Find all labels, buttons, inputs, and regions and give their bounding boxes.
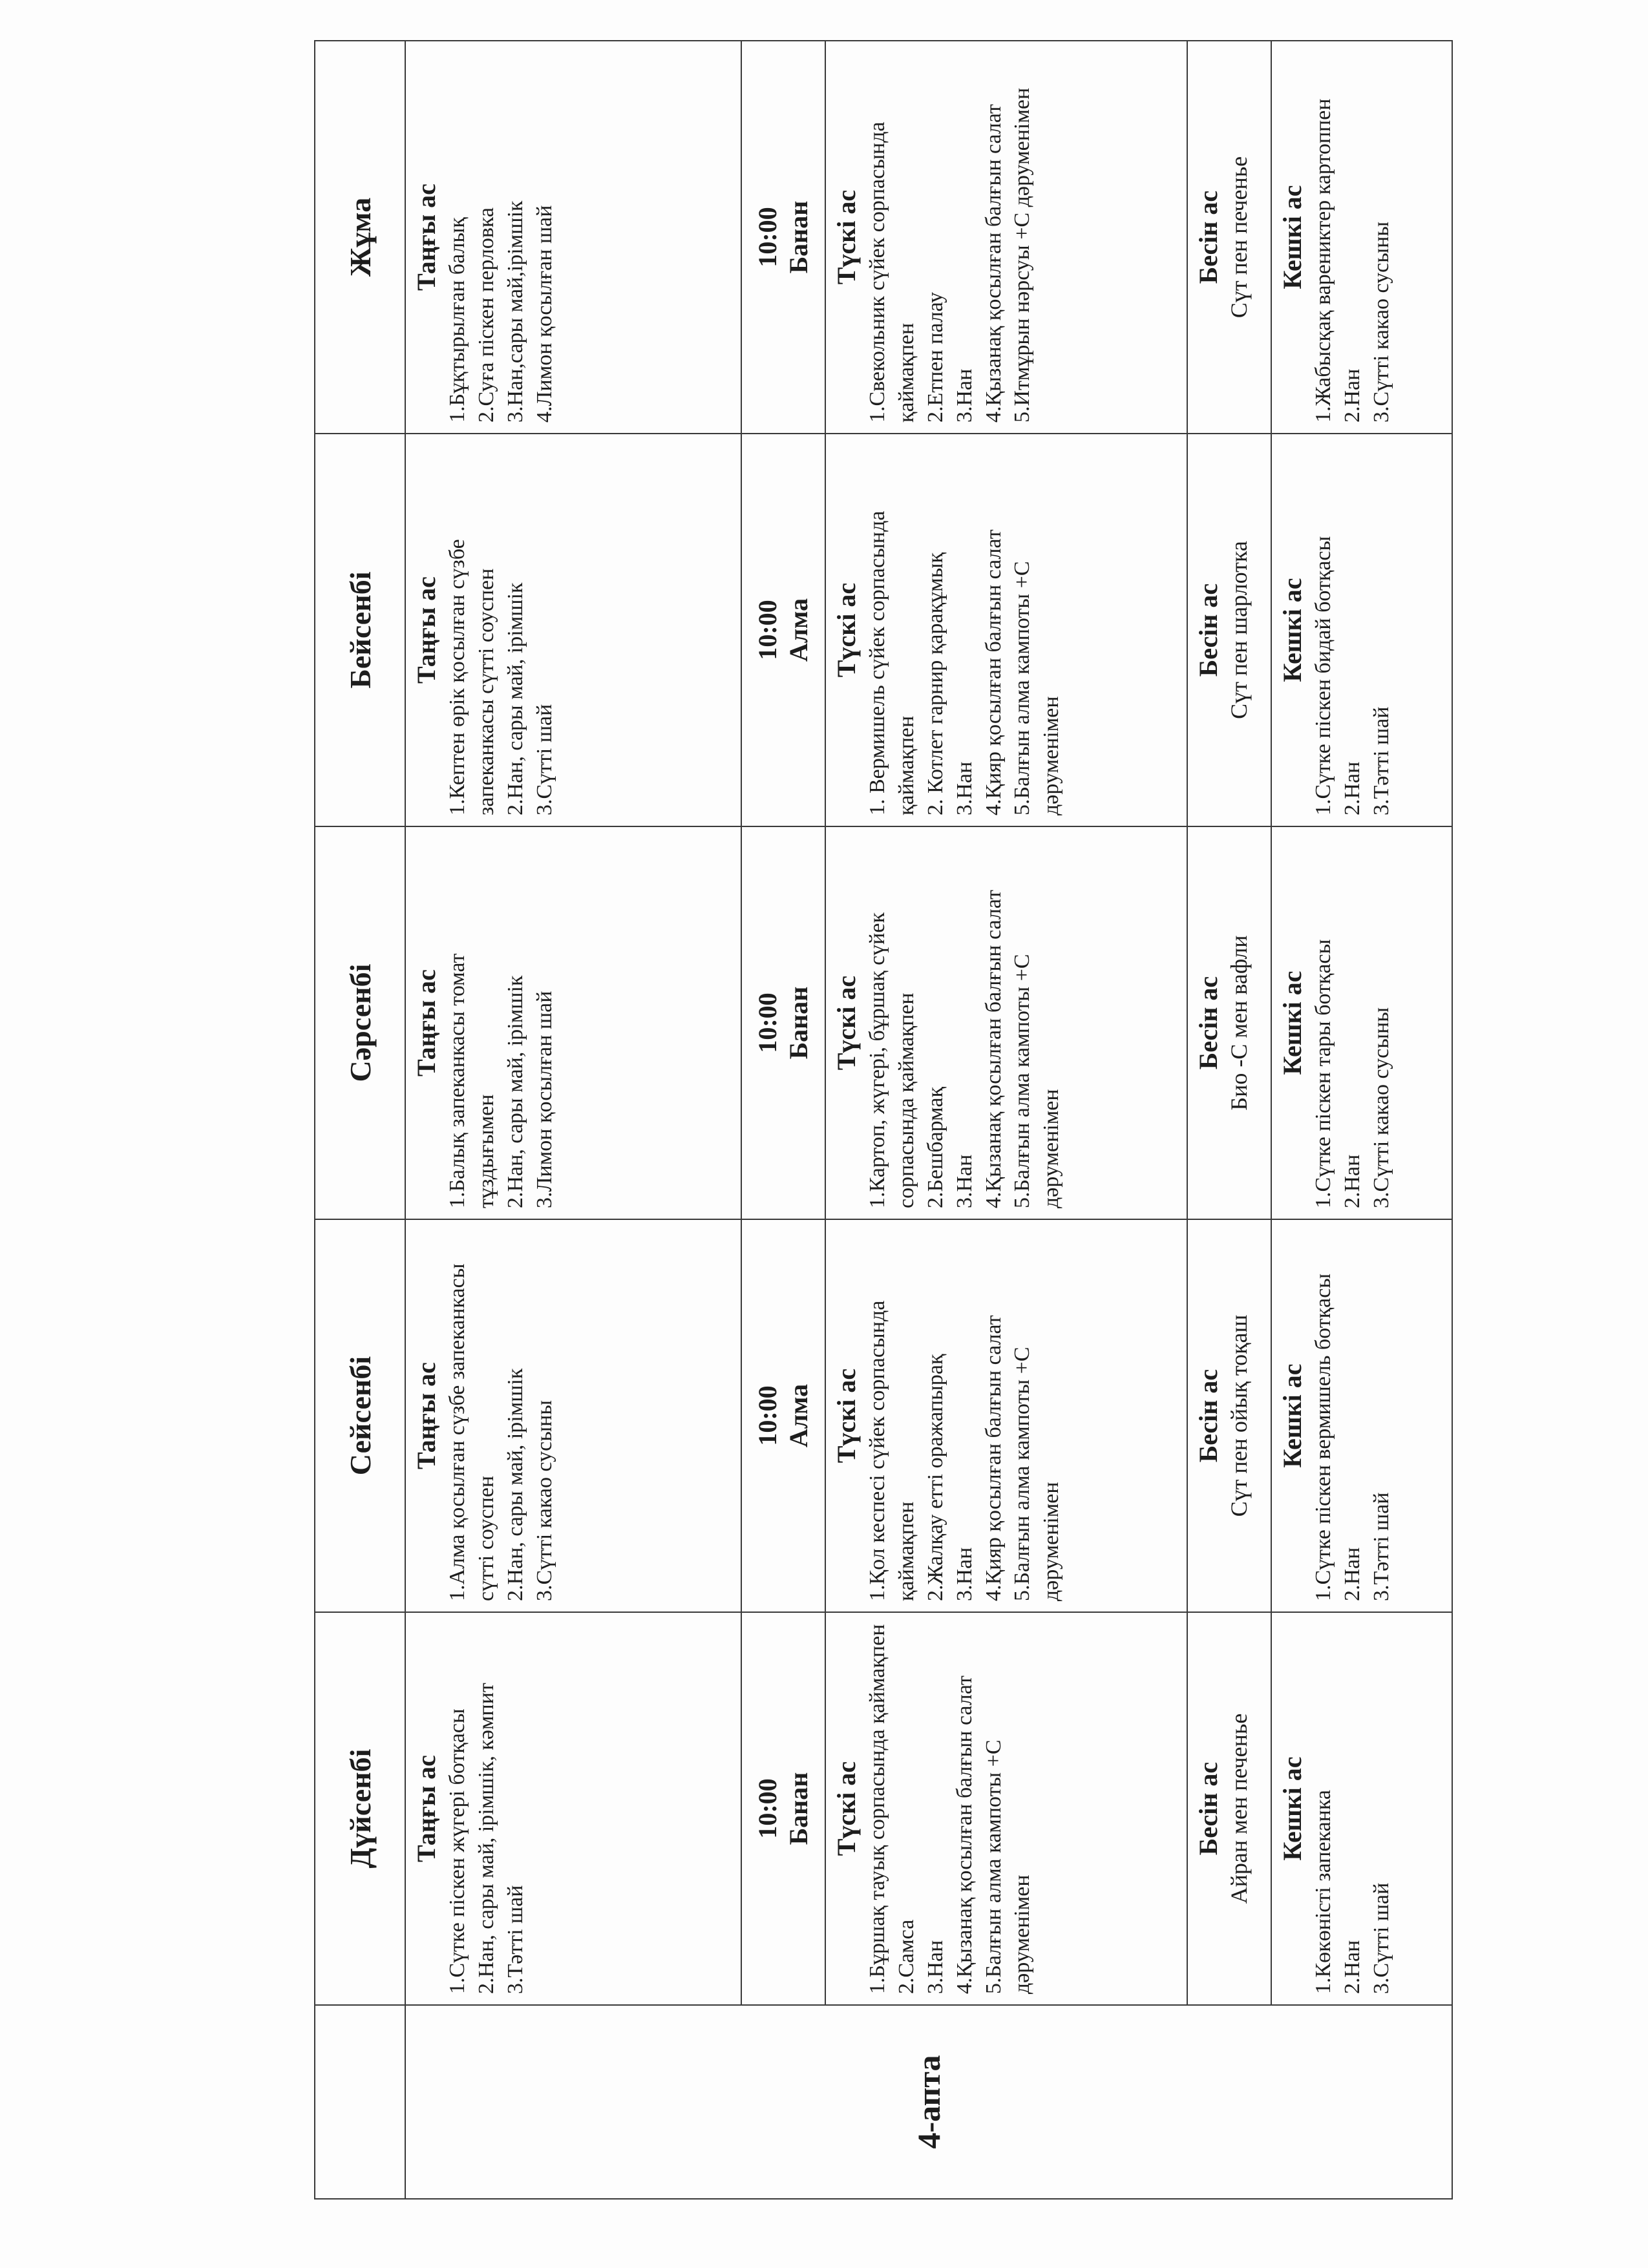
dinner-cell: [1271, 41, 1452, 434]
menu-item: 1.Қол кеспесі сүйек сорпасында қаймақпен: [865, 1300, 918, 1601]
dinner-title: Кешкі ас: [1278, 971, 1307, 1075]
week-header-cell: [315, 2005, 405, 2199]
menu-item: 1.Бұршақ тауық сорпасында қаймақпен: [865, 1624, 889, 1994]
menu-item: 2. Котлет гарнир қарақұмық: [923, 552, 947, 815]
menu-item: 3.Тәтті шай: [503, 1885, 527, 1994]
lunch-cell: [825, 434, 1187, 826]
dinner-row: [1271, 41, 1452, 2199]
menu-item: 3.Сүтті какао сусыны: [1369, 1007, 1393, 1208]
afternoon-cell: [1187, 41, 1271, 434]
afternoon-row: [1187, 41, 1271, 2199]
breakfast-cell: [405, 434, 741, 826]
menu-item: 4.Қияр қосылған балғын салат: [981, 1315, 1006, 1601]
menu-item: 2.Нан: [1340, 1547, 1364, 1601]
menu-item: 1.Картоп, жүгері, бұршақ сүйек сорпасында қаймақпен: [865, 912, 918, 1208]
menu-item: 2.Нан, сары май, ірімшік, кәмпит: [474, 1683, 498, 1994]
menu-item: 1.Сүтке піскен вермишель ботқасы: [1311, 1273, 1335, 1601]
dinner-cell: [1271, 826, 1452, 1219]
menu-item: 3.Тәтті шай: [1369, 706, 1393, 815]
breakfast-title: Таңғы ас: [412, 1362, 441, 1469]
afternoon-item: Сүт пен печенье: [1226, 156, 1252, 319]
snack-cell: [741, 434, 825, 826]
menu-item: 2.Жалқау етті оражапырақ: [923, 1354, 947, 1601]
menu-item: 2.Самса: [894, 1919, 918, 1994]
menu-item: 2.Нан: [1340, 761, 1364, 815]
lunch-title: Түскі ас: [832, 975, 861, 1071]
weekly-menu-table: [314, 40, 1453, 2200]
lunch-cell: [825, 826, 1187, 1219]
menu-item: 1.Балық запеканкасы томат тұздығымен: [445, 953, 498, 1208]
afternoon-title: Бесін ас: [1194, 583, 1223, 677]
snack-cell: [741, 1219, 825, 1612]
day-header-wednesday: Сәрсенбі: [315, 826, 405, 1219]
menu-item: 3.Сүтті шай: [1369, 1882, 1393, 1994]
menu-item: 3.Тәтті шай: [1369, 1492, 1393, 1601]
lunch-title: Түскі ас: [832, 189, 861, 285]
lunch-cell: [825, 1219, 1187, 1612]
snack-cell: [741, 826, 825, 1219]
afternoon-item: Сүт пен шарлотка: [1226, 541, 1252, 719]
lunch-cell: [825, 41, 1187, 434]
menu-item: 2.Нан, сары май, ірімшік: [503, 1368, 527, 1601]
snack-fruit: Банан: [784, 986, 813, 1060]
menu-item: 4.Қияр қосылған балғын салат: [981, 529, 1006, 815]
day-header-friday: Жұма: [315, 41, 405, 434]
menu-item: 2.Бешбармақ: [923, 1086, 947, 1208]
afternoon-item: Био -С мен вафли: [1226, 935, 1252, 1111]
snack-cell: [741, 1612, 825, 2005]
dinner-title: Кешкі ас: [1278, 1756, 1307, 1861]
snack-fruit: Алма: [784, 598, 813, 662]
snack-cell: [741, 41, 825, 434]
menu-item: 5.Итмұрын нәрсуы +С дәруменімен: [1010, 87, 1035, 423]
lunch-row: [825, 41, 1187, 2199]
menu-item: 3.Сүтті шай: [532, 704, 556, 815]
menu-item: 3.Нан: [952, 1547, 977, 1601]
afternoon-title: Бесін ас: [1194, 1761, 1223, 1856]
menu-item: 1.Бұқтырылған балық: [445, 217, 469, 423]
snack-time: 10:00: [753, 1385, 782, 1446]
afternoon-cell: [1187, 1612, 1271, 2005]
breakfast-row: [405, 41, 741, 2199]
day-header-thursday: Бейсенбі: [315, 434, 405, 826]
dinner-title: Кешкі ас: [1278, 1363, 1307, 1468]
dinner-title: Кешкі ас: [1278, 185, 1307, 289]
menu-item: 2.Нан: [1340, 1940, 1364, 1994]
menu-item: 3.Нан: [952, 368, 977, 423]
lunch-title: Түскі ас: [832, 582, 861, 678]
menu-item: 3.Нан: [923, 1940, 947, 1994]
menu-item: 3.Нан: [952, 761, 977, 815]
header-row: [315, 41, 405, 2199]
menu-item: 5.Балғын алма кампоты +С дәруменімен: [1010, 561, 1064, 815]
breakfast-title: Таңғы ас: [412, 184, 441, 291]
menu-item: 2.Суға піскен перловка: [474, 207, 498, 423]
menu-item: 1.Свекольник сүйек сорпасында қаймақпен: [865, 121, 918, 423]
afternoon-cell: [1187, 826, 1271, 1219]
week-label: 4-апта: [405, 2005, 1452, 2199]
menu-item: 2.Нан: [1340, 368, 1364, 423]
snack-time: 10:00: [753, 1778, 782, 1839]
lunch-title: Түскі ас: [832, 1368, 861, 1464]
breakfast-cell: [405, 1612, 741, 2005]
menu-item: 2.Нан, сары май, ірімшік: [503, 582, 527, 815]
snack-fruit: Банан: [784, 1772, 813, 1845]
menu-item: 1.Сүтке піскен жүгері ботқасы: [445, 1708, 469, 1994]
menu-item: 5.Балғын алма кампоты +С дәруменімен: [1010, 1347, 1064, 1601]
dinner-cell: [1271, 1219, 1452, 1612]
dinner-cell: [1271, 434, 1452, 826]
menu-item: 1.Сүтке піскен бидай ботқасы: [1311, 536, 1335, 815]
breakfast-title: Таңғы ас: [412, 1755, 441, 1862]
snack-row: [741, 41, 825, 2199]
afternoon-item: Айран мен печенье: [1226, 1713, 1252, 1904]
afternoon-cell: [1187, 434, 1271, 826]
dinner-cell: [1271, 1612, 1452, 2005]
afternoon-title: Бесін ас: [1194, 190, 1223, 284]
afternoon-item: Сүт пен ойық тоқаш: [1226, 1314, 1252, 1517]
menu-item: 4.Қызанақ қосылған балғын салат: [981, 104, 1006, 423]
afternoon-cell: [1187, 1219, 1271, 1612]
snack-time: 10:00: [753, 207, 782, 268]
snack-time: 10:00: [753, 600, 782, 660]
lunch-title: Түскі ас: [832, 1761, 861, 1856]
menu-item: 5.Балғын алма кампоты +С дәруменімен: [981, 1739, 1035, 1994]
breakfast-title: Таңғы ас: [412, 969, 441, 1076]
breakfast-cell: [405, 41, 741, 434]
menu-item: 3.Нан,сары май,ірімшік: [503, 200, 527, 423]
menu-item: 1.Жабысқақ варениктер картоппен: [1311, 98, 1335, 423]
day-header-tuesday: Сейсенбі: [315, 1219, 405, 1612]
breakfast-cell: [405, 1219, 741, 1612]
menu-item: 1.Сүтке піскен тары ботқасы: [1311, 939, 1335, 1208]
snack-fruit: Банан: [784, 200, 813, 274]
afternoon-title: Бесін ас: [1194, 976, 1223, 1070]
day-header-monday: Дүйсенбі: [315, 1612, 405, 2005]
menu-item: 2.Етпен палау: [923, 291, 947, 423]
breakfast-title: Таңғы ас: [412, 576, 441, 684]
menu-item: 5.Балғын алма кампоты +С дәруменімен: [1010, 954, 1064, 1208]
menu-item: 2.Нан, сары май, ірімшік: [503, 975, 527, 1208]
snack-fruit: Алма: [784, 1383, 813, 1448]
menu-item: 1.Көкөністі запеканка: [1311, 1790, 1335, 1994]
snack-time: 10:00: [753, 992, 782, 1053]
menu-item: 3.Лимон қосылған шай: [532, 991, 556, 1208]
menu-sheet: [314, 41, 1452, 2200]
menu-item: 4.Лимон қосылған шай: [532, 205, 556, 423]
menu-item: 3.Сүтті какао сусыны: [1369, 221, 1393, 423]
menu-item: 4.Қызанақ қосылған балғын салат: [981, 890, 1006, 1208]
menu-item: 1.Кептен өрік қосылған сүзбе запеканкасы сүтті соуспен: [445, 539, 498, 815]
menu-item: 3.Сүтті какао сусыны: [532, 1400, 556, 1601]
menu-item: 3.Нан: [952, 1154, 977, 1208]
menu-item: 1.Алма қосылған сүзбе запеканкасы сүтті соуспен: [445, 1263, 498, 1601]
lunch-cell: [825, 1612, 1187, 2005]
afternoon-title: Бесін ас: [1194, 1369, 1223, 1463]
menu-item: 4.Қызанақ қосылған балғын салат: [952, 1675, 977, 1994]
breakfast-cell: [405, 826, 741, 1219]
dinner-title: Кешкі ас: [1278, 578, 1307, 682]
menu-item: 1. Вермишель сүйек сорпасында қаймақпен: [865, 510, 918, 815]
menu-item: 2.Нан: [1340, 1154, 1364, 1208]
